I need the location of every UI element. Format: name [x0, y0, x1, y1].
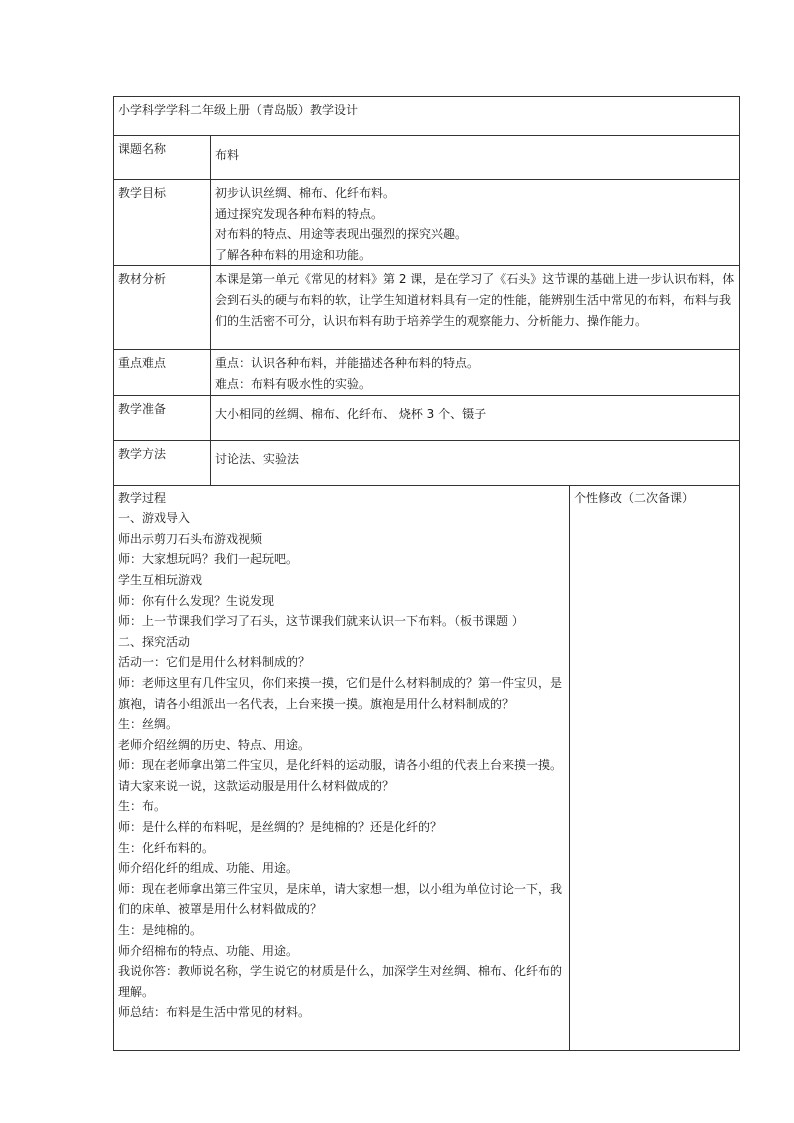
key-points-row [114, 350, 740, 395]
preparation-label: 教学准备 [114, 395, 211, 440]
process-line: 二、探究活动 [118, 634, 191, 649]
revision-notes-label: 个性修改（二次备课） [574, 490, 695, 505]
key-points-label: 重点难点 [114, 350, 211, 395]
process-line: 生：布。 [118, 799, 167, 814]
goal-line: 对布料的特点、用途等表现出强烈的探究兴趣。 [215, 227, 468, 242]
topic-row [114, 136, 740, 180]
key-points-content [211, 350, 740, 395]
preparation-value: 大小相同的丝绸、棉布、化纤布、 烧杯 3 个、镊子 [211, 395, 740, 440]
process-line: 师：老师这里有几件宝贝，你们来摸一摸，它们是什么材料制成的？第一件宝贝，是旗袍，请各小组派出一名代表，上台来摸一摸。旗袍是用什么材料制成的？ [118, 675, 563, 711]
preparation-row [114, 395, 740, 440]
process-line: 师：是什么样的布料呢，是丝绸的？是纯棉的？还是化纤的？ [118, 820, 443, 835]
process-line: 老师介绍丝绸的历史、特点、用途。 [118, 737, 311, 752]
process-line: 活动一：它们是用什么材料制成的？ [118, 655, 311, 670]
process-row [114, 485, 740, 1050]
method-value: 讨论法、实验法 [211, 440, 740, 485]
document-title: 小学科学学科二年级上册（青岛版）教学设计 [114, 97, 740, 136]
process-line: 师介绍化纤的组成、功能、用途。 [118, 861, 299, 876]
difficulty-line: 难点：布料有吸水性的实验。 [215, 376, 372, 391]
process-line: 一、游戏导入 [118, 511, 191, 526]
process-line: 生：丝绸。 [118, 717, 179, 732]
process-line: 师介绍棉布的特点、功能、用途。 [118, 943, 299, 958]
topic-value: 布料 [211, 136, 740, 180]
method-label: 教学方法 [114, 440, 211, 485]
teaching-process [114, 485, 570, 1050]
process-line: 生：是纯棉的。 [118, 923, 203, 938]
goals-content [211, 180, 740, 266]
goal-line: 初步认识丝绸、棉布、化纤布料。 [215, 186, 396, 200]
goal-line: 通过探究发现各种布料的特点。 [215, 206, 384, 221]
goals-label: 教学目标 [114, 180, 211, 266]
process-line: 师：上一节课我们学习了石头，这节课我们就来认识一下布料。（板书课题 ） [118, 614, 524, 629]
lesson-plan-sheet [113, 96, 739, 1051]
process-line: 师总结：布料是生活中常见的材料。 [118, 1005, 311, 1020]
analysis-label: 教材分析 [114, 266, 211, 350]
process-line: 师：现在老师拿出第三件宝贝，是床单，请大家想一想，以小组为单位讨论一下，我们的床单、被罩是用什么材料做成的？ [118, 881, 563, 917]
title-row [114, 97, 740, 136]
topic-label: 课题名称 [114, 136, 211, 180]
process-heading: 教学过程 [118, 490, 167, 505]
method-row [114, 440, 740, 485]
process-line: 师：大家想玩吗？我们一起玩吧。 [118, 552, 299, 567]
revision-notes [570, 485, 740, 1050]
goal-line: 了解各种布料的用途和功能。 [215, 247, 372, 262]
analysis-row [114, 266, 740, 350]
process-line: 师出示剪刀石头布游戏视频 [118, 531, 263, 546]
key-point-line: 重点：认识各种布料，并能描述各种布料的特点。 [215, 356, 480, 371]
process-line: 我说你答：教师说名称，学生说它的材质是什么，加深学生对丝绸、棉布、化纤布的理解。 [118, 964, 563, 999]
process-line: 学生互相玩游戏 [118, 572, 203, 587]
process-line: 师：现在老师拿出第二件宝贝，是化纤料的运动服，请各小组的代表上台来摸一摸。请大家来说一说，这款运动服是用什么材料做成的？ [118, 758, 563, 793]
goals-row [114, 180, 740, 266]
lesson-plan-table [113, 96, 740, 1051]
process-line: 师：你有什么发现？生说发现 [118, 593, 275, 608]
analysis-text: 本课是第一单元《常见的材料》第 2 课，是在学习了《石头》这节课的基础上进一步认识布料，体会到石头的硬与布料的软，让学生知道材料具有一定的性能，能辨别生活中常见的布料，布料与我们的生活密不可分，认识布料有助于培养学生的观察能力、分析能力、操作能力。 [211, 266, 740, 350]
process-line: 生：化纤布料的。 [118, 840, 215, 855]
